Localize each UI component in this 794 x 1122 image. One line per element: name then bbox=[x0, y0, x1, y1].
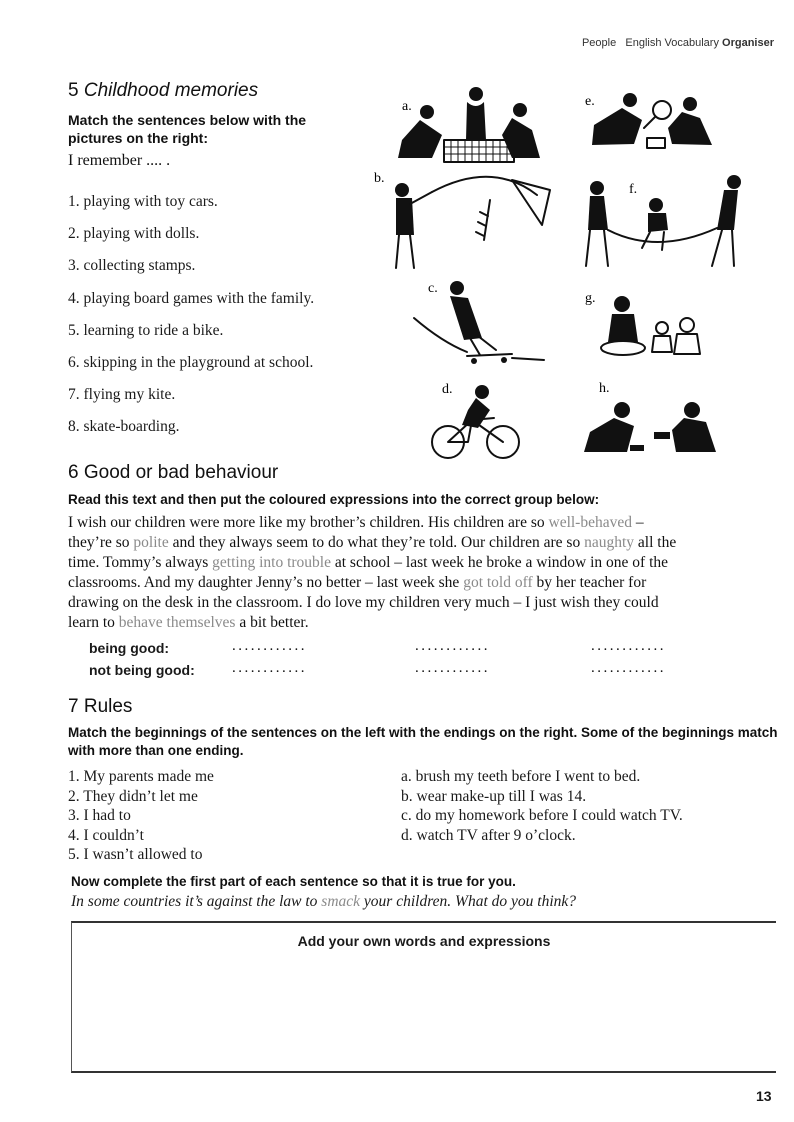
picture-label-a: a. bbox=[402, 99, 412, 114]
list-item: 4. I couldn’t bbox=[68, 826, 144, 844]
picture-label-b: b. bbox=[374, 171, 385, 186]
section5-title: Childhood memories bbox=[83, 80, 259, 101]
picture-h-toy-cars bbox=[584, 381, 716, 452]
section5-instruction: Match the sentences below with the pictures on the right: bbox=[68, 112, 307, 146]
list-item: 2. playing with dolls. bbox=[68, 225, 200, 243]
list-item: 5. I wasn’t allowed to bbox=[68, 846, 203, 863]
section6-heading bbox=[68, 462, 278, 484]
blank-good-1[interactable]: ............ bbox=[232, 638, 307, 654]
list-item: c. do my homework before I could watch TV. bbox=[401, 807, 683, 824]
list-item: d. watch TV after 9 o’clock. bbox=[401, 826, 576, 844]
picture-label-f: f. bbox=[629, 182, 638, 197]
section5-heading bbox=[68, 80, 258, 102]
page-number: 13 bbox=[756, 1088, 772, 1104]
rule-beginnings bbox=[68, 767, 388, 865]
list-item: 8. skate-boarding. bbox=[68, 418, 180, 436]
picture-label-c: c. bbox=[428, 281, 438, 296]
list-item: 1. My parents made me bbox=[68, 768, 214, 785]
rule-endings bbox=[401, 767, 781, 845]
blank-not-good-1[interactable]: ............ bbox=[232, 660, 307, 676]
picture-a-board-games bbox=[398, 87, 540, 162]
list-item: 6. skipping in the playground at school. bbox=[68, 354, 314, 372]
text-line: they’re so polite and they always seem to do what they’re told. Our children are so naughty all the bbox=[68, 534, 677, 551]
picture-label-e: e. bbox=[585, 94, 595, 109]
list-item: 1. playing with toy cars. bbox=[68, 193, 218, 210]
list-item: 3. collecting stamps. bbox=[68, 257, 196, 275]
blank-not-good-3[interactable]: ............ bbox=[591, 660, 666, 676]
complete-instruction: Now complete the first part of each sentence so that it is true for you. bbox=[71, 874, 516, 889]
header-prefix: People bbox=[581, 37, 617, 49]
text-line: classrooms. And my daughter Jenny’s no better – last week she got told off by her teacher for bbox=[68, 574, 647, 591]
picture-e-collecting-stamps bbox=[585, 93, 712, 148]
section7-title: Rules bbox=[83, 696, 133, 717]
childhood-illustrations bbox=[372, 80, 772, 465]
section7-number: 7 bbox=[68, 696, 79, 717]
expression-naughty: naughty bbox=[584, 534, 635, 551]
group-label-good: being good: bbox=[89, 640, 170, 656]
picture-f-skipping bbox=[586, 175, 741, 266]
notes-box-title: Add your own words and expressions bbox=[297, 933, 551, 949]
section6-title: Good or bad behaviour bbox=[83, 462, 279, 483]
list-item: 2. They didn’t let me bbox=[68, 787, 198, 805]
group-label-not-good: not being good: bbox=[89, 662, 195, 678]
section5-number: 5 bbox=[68, 80, 79, 101]
picture-c-skateboarding bbox=[414, 281, 544, 364]
picture-label-g: g. bbox=[585, 291, 596, 306]
expression-behave-themselves: behave themselves bbox=[118, 614, 236, 631]
section6-number: 6 bbox=[68, 462, 79, 483]
header-book: English Vocabulary bbox=[625, 37, 719, 49]
list-item: 4. playing board games with the family. bbox=[68, 289, 315, 307]
picture-g-dolls bbox=[585, 291, 700, 355]
discussion-question: In some countries it’s against the law to smack your children. What do you think? bbox=[71, 893, 577, 910]
blank-good-3[interactable]: ............ bbox=[591, 638, 666, 654]
text-line: learn to behave themselves a bit better. bbox=[68, 614, 309, 631]
expression-got-told-off: got told off bbox=[463, 574, 533, 591]
expression-polite: polite bbox=[133, 534, 169, 551]
blank-good-2[interactable]: ............ bbox=[415, 638, 490, 654]
notes-box[interactable] bbox=[71, 921, 776, 1073]
section7-heading bbox=[68, 696, 132, 718]
list-item: 5. learning to ride a bike. bbox=[68, 321, 224, 339]
picture-b-flying-kite bbox=[374, 171, 550, 268]
expression-well-behaved: well-behaved bbox=[548, 514, 632, 531]
picture-d-bike bbox=[432, 382, 519, 458]
list-item: a. brush my teeth before I went to bed. bbox=[401, 768, 641, 785]
list-item: b. wear make-up till I was 14. bbox=[401, 787, 587, 805]
expression-getting-into-trouble: getting into trouble bbox=[212, 554, 331, 571]
text-line: I wish our children were more like my brother’s children. His children are so well-behaved – bbox=[68, 514, 644, 531]
section6-instruction: Read this text and then put the coloured expressions into the correct group below: bbox=[68, 492, 600, 507]
section6-text bbox=[68, 513, 778, 633]
section7-instruction: Match the beginnings of the sentences on the left with the endings on the right. Some of the beginnings match with more than one ending. bbox=[68, 725, 778, 758]
blank-not-good-2[interactable]: ............ bbox=[415, 660, 490, 676]
list-item: 7. flying my kite. bbox=[68, 386, 176, 404]
expression-smack: smack bbox=[321, 893, 361, 910]
picture-label-d: d. bbox=[442, 382, 453, 397]
section5-list bbox=[68, 186, 378, 444]
text-line: drawing on the desk in the classroom. I do love my children very much – I just wish they could bbox=[68, 594, 659, 611]
text-line: time. Tommy’s always getting into trouble at school – last week he broke a window in one of the bbox=[68, 554, 669, 571]
picture-label-h: h. bbox=[599, 381, 610, 396]
section5-lead: I remember .... . bbox=[68, 152, 171, 169]
list-item: 3. I had to bbox=[68, 807, 131, 824]
running-header bbox=[582, 37, 774, 49]
header-book-bold: Organiser bbox=[722, 37, 774, 49]
